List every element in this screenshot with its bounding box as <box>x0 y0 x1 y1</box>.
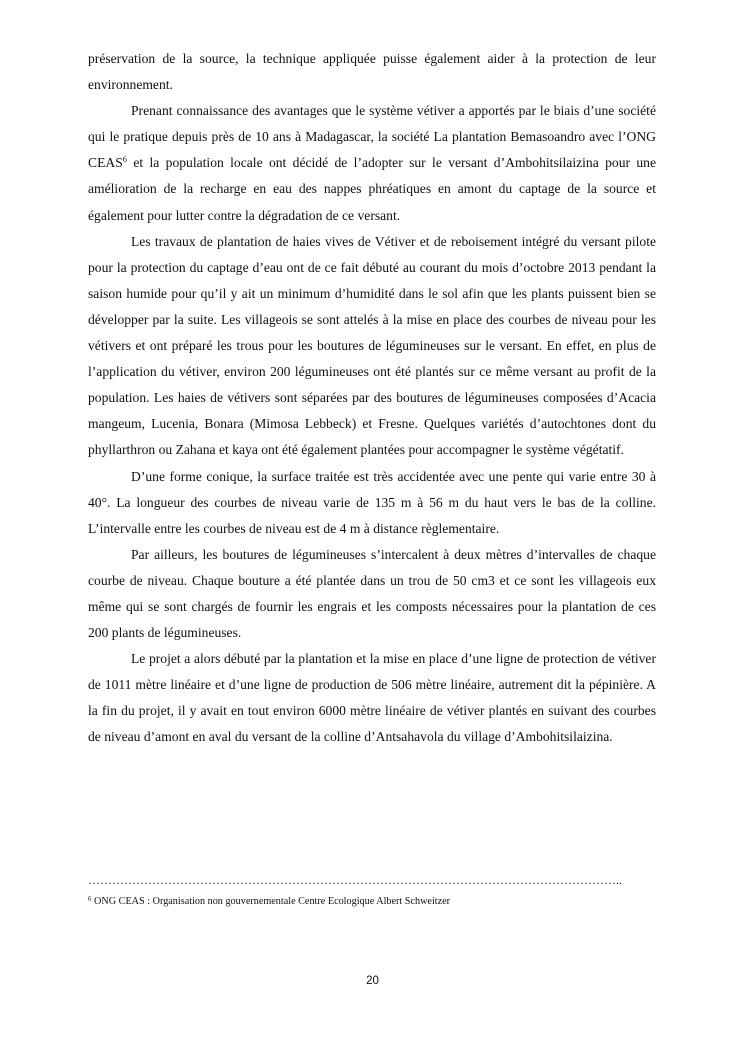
paragraph: D’une forme conique, la surface traitée est très accidentée avec une pente qui varie entre 30 à 40°. La longueur des courbes de niveau varie de 135 m à 56 m du haut vers le bas de la colline. L’intervalle entre les courbes de niveau est de 4 m à distance règlementaire. <box>88 468 656 536</box>
paragraph: préservation de la source, la technique appliquée puisse également aider à la protection de leur environnement. <box>88 51 656 93</box>
document-body <box>88 46 656 751</box>
paragraph-text: et la population locale ont décidé de l’adopter sur le versant d’Ambohitsilaizina pour une amélioration de la recharge en eau des nappes phréatiques en amont du captage de la source et également pour lutter contre la dégradation de ce versant. <box>88 155 656 223</box>
paragraph: Les travaux de plantation de haies vives de Vétiver et de reboisement intégré du versant pilote pour la protection du captage d’eau ont de ce fait débuté au courant du mois d’octobre 2013 pendant la saison humide pour qu’il y ait un minimum d’humidité dans le sol afin que les plants puissent bien se développer par la suite. Les villageois se sont attelés à la mise en place des courbes de niveau pour les vétivers et ont préparé les trous pour les boutures de légumineuses sur le versant. En effet, en plus de l’application du vétiver, environ 200 légumineuses ont été plantés sur ce même versant au profit de la population. Les haies de vétivers sont séparées par des boutures de légumineuses composées d’Acacia mangeum, Lucenia, Bonara (Mimosa Lebbeck) et Fresne. Quelques variétés d’autochtones dont du phyllarthron ou Zahana et kaya ont été également plantées pour accompagner le système végétatif. <box>88 233 656 458</box>
paragraph <box>88 98 656 228</box>
footnote-number: 6 <box>88 895 92 903</box>
footnote-separator: …………………………………………………………………………………………………………………….. <box>88 873 622 887</box>
footnote-reference[interactable]: 6 <box>122 154 127 165</box>
paragraph: Le projet a alors débuté par la plantation et la mise en place d’une ligne de protection de vétiver de 1011 mètre linéaire et d’une ligne de production de 506 mètre linéaire, autrement dit la pépinière. A la fin du projet, il y avait en tout environ 6000 mètre linéaire de vétiver plantés en suivant des courbes de niveau d’amont en aval du versant de la colline d’Antsahavola du village d’Ambohitsilaizina. <box>88 651 656 745</box>
paragraph-text: Prenant connaissance des avantages que le système vétiver a apportés par le biais d’une société qui le pratique depuis près de 10 ans à Madagascar, la société La plantation Bemasoandro avec l’ONG CEAS <box>88 103 656 171</box>
page-number: 20 <box>366 975 379 987</box>
footnote <box>88 895 656 908</box>
paragraph: Par ailleurs, les boutures de légumineuses s’intercalent à deux mètres d’intervalles de chaque courbe de niveau. Chaque bouture a été plantée dans un trou de 50 cm3 et ce sont les villageois eux même qui se sont chargés de fournir les engrais et les composts nécessaires pour la plantation de ces 200 plants de légumineuses. <box>88 546 656 641</box>
footnote-text: ONG CEAS : Organisation non gouvernementale Centre Ecologique Albert Schweitzer <box>91 896 451 907</box>
